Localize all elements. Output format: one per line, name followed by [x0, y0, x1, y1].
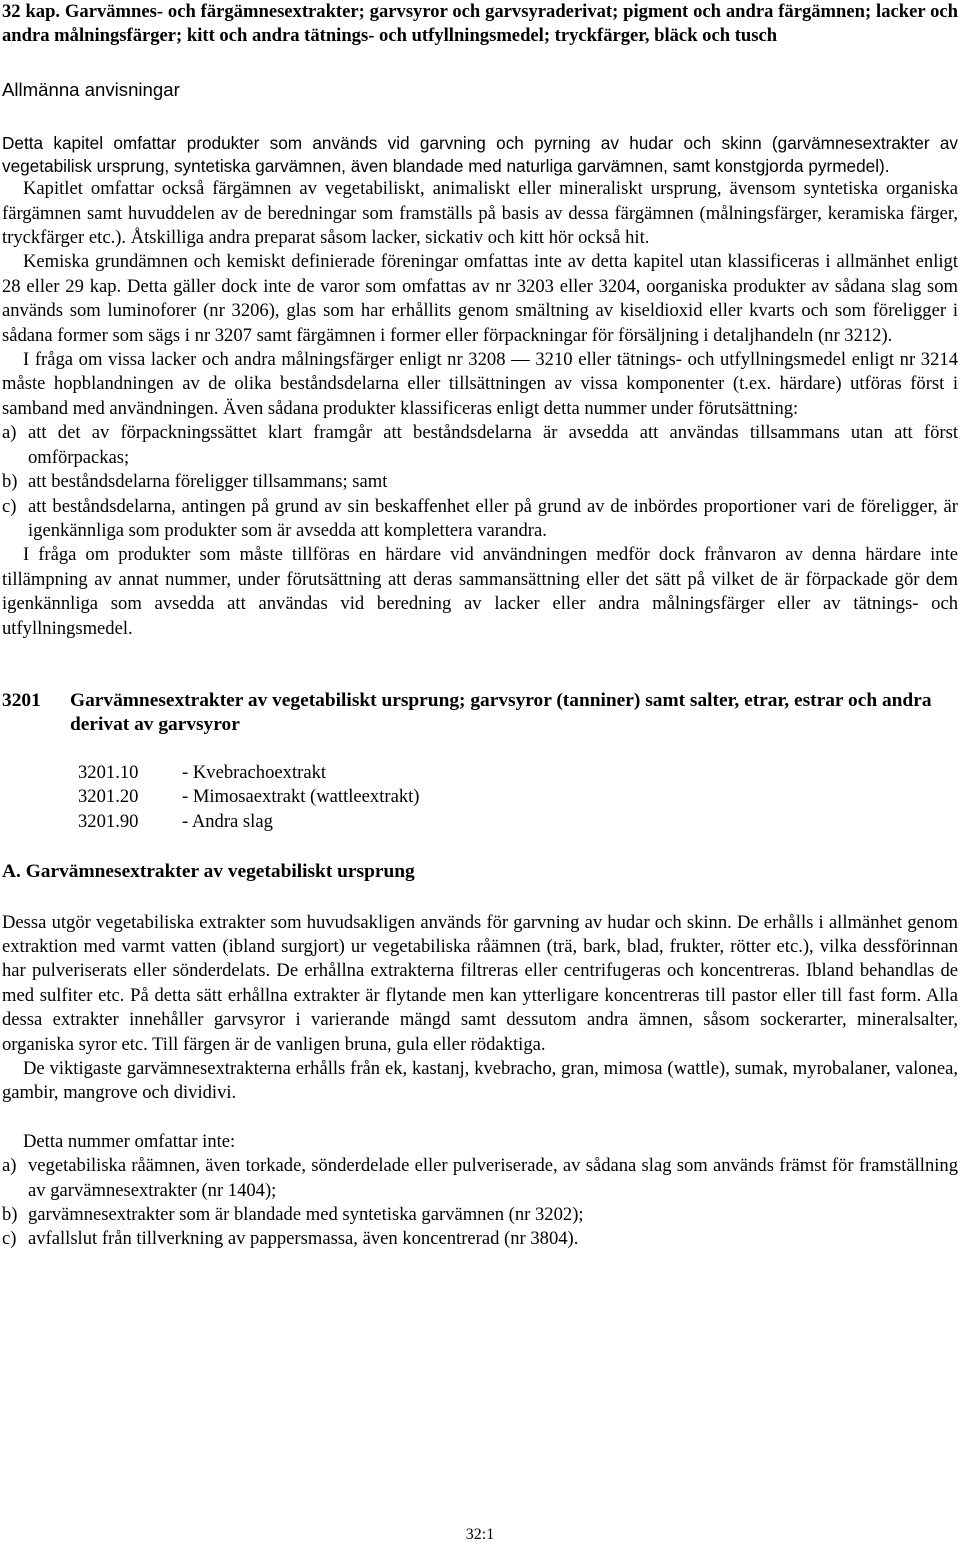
list-item-text: avfallslut från tillverkning av pappersmassa, även koncentrerad (nr 3804).: [28, 1228, 579, 1250]
heading-title: Garvämnesextrakter av vegetabiliskt ursprung; garvsyror (tanniner) samt salter, etrar, estrar och andra derivat av garvsyror: [70, 689, 932, 735]
heading-code: 3201: [2, 689, 41, 711]
list-item-text: att beståndsdelarna, antingen på grund av sin beskaffenhet eller på grund av de inbördes proportioner vari de föreligger, är igenkännliga som produkter som är avsedda att komplettera varandra.: [28, 495, 958, 541]
section-a-heading: A. Garvämnesextrakter av vegetabiliskt ursprung: [2, 861, 415, 883]
subheading-list: [78, 761, 958, 834]
paragraph-colorants: Kapitlet omfattar också färgämnen av vegetabiliskt, animaliskt eller mineraliskt ursprung, ävensom syntetiska organiska färgämnen samt huvuddelen av de beredningar som framställs på basis av dessa färgämnen (målningsfärger, keramiska färger, tryckfärger etc.). Åtskilliga andra preparat såsom lacker, sickativ och kitt hör också hit.: [2, 178, 958, 249]
subheading-text: - Mimosaextrakt (wattleextrakt): [182, 786, 420, 808]
list-item-text: garvämnesextrakter som är blandade med syntetiska garvämnen (nr 3202);: [28, 1204, 584, 1226]
subheading-code: 3201.10: [78, 761, 139, 783]
subheading-row: [78, 761, 958, 785]
subheading-code: 3201.20: [78, 786, 139, 808]
subheading-text: - Andra slag: [182, 810, 273, 832]
subheading-row: [78, 810, 958, 834]
section-a-paragraph-2: De viktigaste garvämnesextrakterna erhålls från ek, kastanj, kvebracho, gran, mimosa (wattle), sumak, myrobalaner, valonea, gambir, mangrove och dividivi.: [2, 1058, 958, 1104]
list-item: [2, 470, 958, 494]
list-item-label: a): [2, 422, 17, 444]
heading-3201: [2, 689, 958, 737]
list-item-text: att det av förpackningssättet klart framgår att beståndsdelarna är avsedda att användas tillsammans utan att först omförpackas;: [28, 422, 958, 468]
list-item: [2, 1203, 958, 1227]
list-item-label: c): [2, 495, 17, 517]
page-number: 32:1: [465, 1526, 495, 1543]
subheading-row: [78, 785, 958, 809]
subheading-text: - Kvebrachoextrakt: [182, 761, 327, 783]
list-item: [2, 1154, 958, 1203]
chapter-title: 32 kap. Garvämnes- och färgämnesextrakter; garvsyror och garvsyraderivat; pigment och andra färgämnen; lacker och andra målningsfärger; kitt och andra tätnings- och utfyllningsmedel; tryckfärger, bläck och tusch: [2, 1, 958, 46]
exclusions-list: [2, 1154, 958, 1252]
list-item-text: vegetabiliska råämnen, även torkade, sönderdelade eller pulveriserade, av sådana slag som används främst för framställning av garvämnesextrakter (nr 1404);: [28, 1155, 958, 1201]
spacer: [2, 1106, 958, 1130]
list-item-label: c): [2, 1228, 17, 1250]
list-item: [2, 421, 958, 470]
general-notes-heading: Allmänna anvisningar: [2, 79, 180, 100]
section-a-paragraph-1: Dessa utgör vegetabiliska extrakter som huvudsakligen används för garvning av hudar och skinn. De erhålls i allmänhet genom extraktion med varmt vatten (ibland surgjort) ur vegetabiliska råämnen (trä, bark, blad, frukter, rötter etc.), vilka dessförinnan har pulveriserats eller sönderdelats. De erhållna extrakterna filtreras eller centrifugeras och koncentreras. Ibland behandlas de med sulfiter etc. På detta sätt erhållna extrakter är flytande men kan ytterligare koncentreras till pastor eller till fast form. Alla dessa extrakter innehåller garvsyror i varierande mängd samt dessutom andra ämnen, såsom sockerarter, mineralsalter, organiska syror etc. Till färgen är de vanligen bruna, gula eller rödaktiga.: [2, 911, 958, 1055]
list-item-label: a): [2, 1155, 17, 1177]
paragraph-chemical-elements: Kemiska grundämnen och kemiskt definierade föreningar omfattas inte av detta kapitel utan klassificeras i allmänhet enligt 28 eller 29 kap. Detta gäller dock inte de varor som omfattas av nr 3203 eller 3204, oorganiska produkter av sådana slag som används som luminoforer (nr 3206), glas som har erhållits genom smältning av kiseldioxid eller kvarts och som föreligger i sådana former som sägs i nr 3207 samt färgämnen i former eller förpackningar för försäljning i detaljhandeln (nr 3212).: [2, 251, 958, 346]
paragraph-hardener: I fråga om produkter som måste tillföras en härdare vid användningen medför dock frånvaron av denna härdare inte tillämpning av annat nummer, under förutsättning att deras sammansättning eller det sätt på vilket de är förpackade gör dem igenkännliga som avsedda att användas vid beredning av lacker eller andra målningsfärger eller av tätnings- och utfyllningsmedel.: [2, 544, 958, 639]
list-item-label: b): [2, 471, 18, 493]
conditions-list: [2, 421, 958, 543]
list-item: [2, 1227, 958, 1251]
list-item-label: b): [2, 1204, 18, 1226]
exclusions-intro: Detta nummer omfattar inte:: [23, 1130, 236, 1152]
subheading-code: 3201.90: [78, 810, 139, 832]
list-item: [2, 495, 958, 544]
general-notes-intro: Detta kapitel omfattar produkter som används vid garvning och pyrning av hudar och skinn (garvämnesextrakter av vegetabilisk ursprung, syntetiska garvämnen, även blandade med naturliga garvämnen, samt konstgjorda pyrmedel).: [2, 133, 958, 176]
list-item-text: att beståndsdelarna föreligger tillsammans; samt: [28, 471, 388, 493]
paragraph-mixtures: I fråga om vissa lacker och andra målningsfärger enligt nr 3208 — 3210 eller tätnings- och utfyllningsmedel enligt nr 3214 måste hopblandningen av de olika beståndsdelarna eller tillsättningen av vissa komponenter (t.ex. härdare) utföras först i samband med användningen. Även sådana produkter klassificeras enligt detta nummer under förutsättning:: [2, 349, 958, 419]
